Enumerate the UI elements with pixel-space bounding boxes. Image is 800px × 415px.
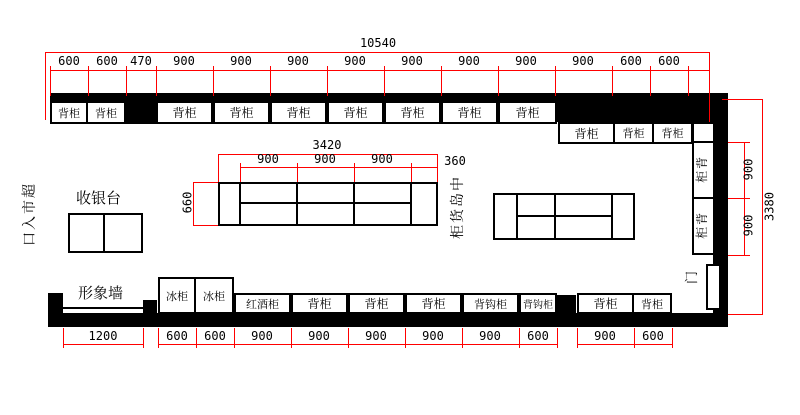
cabinet-cell: 背柜 [558, 122, 615, 144]
cabinet-cell-vertical [692, 141, 715, 199]
dimension-line [577, 344, 672, 345]
dim-bottom-6: 900 [479, 329, 501, 343]
empty-cell [692, 122, 715, 143]
dim-top-10: 900 [572, 54, 594, 68]
dimension-line [158, 344, 557, 345]
cabinet-cell: 背柜 [50, 101, 88, 124]
dim-island-depth: 660 [180, 191, 195, 214]
dimension-tick [270, 66, 271, 96]
dimension-tick [384, 66, 385, 96]
cabinet-cell: 背柜 [384, 101, 441, 124]
dimension-tick [555, 66, 556, 96]
dimension-line [240, 167, 437, 168]
island-left-divider [410, 182, 412, 226]
entrance-label: 超 市 入 口 [21, 184, 38, 247]
image-wall-line [63, 307, 143, 309]
dim-island-2: 900 [371, 152, 393, 166]
dim-top-7: 900 [401, 54, 423, 68]
dim-top-6: 900 [344, 54, 366, 68]
cabinet-cell: 背柜 [405, 293, 462, 314]
wall-bottom-mid-stub [143, 300, 157, 314]
cabinet-cell: 背柜 [577, 293, 634, 314]
cabinet-label: 背 柜 [695, 213, 710, 239]
dimension-tick [193, 225, 218, 226]
dimension-tick [462, 328, 463, 348]
cashier-divider [103, 213, 105, 253]
dim-island-1: 900 [314, 152, 336, 166]
cabinet-cell: 背柜 [270, 101, 327, 124]
wall-bottom-band [48, 313, 728, 327]
cabinet-cell: 背柜 [156, 101, 213, 124]
dimension-tick [498, 66, 499, 96]
island-right-middle-line [517, 215, 612, 217]
cabinet-cell: 背钩柜 [462, 293, 519, 314]
dim-right-total: 3380 [762, 192, 777, 221]
dim-bottom-2: 900 [251, 329, 273, 343]
dimension-tick [650, 66, 651, 96]
cabinet-cell: 背柜 [86, 101, 126, 124]
dimension-tick [728, 142, 750, 143]
dim-top-12: 600 [658, 54, 680, 68]
cabinet-cell: 背柜 [213, 101, 270, 124]
dim-top-3: 900 [173, 54, 195, 68]
dimension-tick [297, 163, 298, 182]
dim-bottom-right-1: 600 [642, 329, 664, 343]
dim-top-2: 470 [130, 54, 152, 68]
dimension-tick [143, 328, 144, 348]
dimension-tick [688, 66, 689, 96]
wall-bottom-left-stub [48, 293, 63, 314]
cabinet-cell: 红酒柜 [234, 293, 291, 314]
cabinet-cell: 冰柜 [158, 277, 196, 314]
island-left-divider [353, 182, 355, 226]
dim-right-1: 900 [741, 214, 756, 237]
cabinet-cell: 背柜 [327, 101, 384, 124]
dimension-tick [728, 198, 750, 199]
dim-bottom-1: 600 [204, 329, 226, 343]
door-leaf [706, 264, 721, 310]
dimension-tick [63, 328, 64, 348]
cabinet-cell: 冰柜 [194, 277, 234, 314]
door-label: 门 [685, 270, 701, 284]
dimension-tick [291, 328, 292, 348]
dimension-tick [126, 66, 127, 96]
dim-overall-top: 10540 [359, 36, 397, 50]
dim-island-0: 900 [257, 152, 279, 166]
dimension-extension [437, 154, 438, 182]
cabinet-cell-vertical [692, 197, 715, 255]
dimension-tick [411, 163, 412, 182]
dim-bottom-7: 600 [527, 329, 549, 343]
island-left-divider [239, 182, 241, 226]
dim-island-end: 360 [444, 154, 466, 168]
dimension-tick [612, 66, 613, 96]
dim-bottom-4: 900 [365, 329, 387, 343]
dimension-extension [45, 52, 46, 120]
cabinet-cell: 背柜 [632, 293, 672, 314]
dimension-tick [348, 328, 349, 348]
cabinet-label: 背 柜 [695, 157, 710, 183]
dim-top-5: 900 [287, 54, 309, 68]
dimension-tick [240, 163, 241, 182]
dim-island-total: 3420 [312, 138, 342, 152]
dimension-tick [728, 255, 750, 256]
dimension-tick [193, 182, 218, 183]
island-left-divider [296, 182, 298, 226]
dim-top-11: 600 [620, 54, 642, 68]
dimension-tick [327, 66, 328, 96]
wall-top-gap-470 [126, 93, 157, 124]
dim-top-0: 600 [58, 54, 80, 68]
cabinet-cell: 背柜 [652, 122, 693, 144]
cabinet-cell: 背柜 [348, 293, 405, 314]
dim-bottom-right-0: 900 [594, 329, 616, 343]
cashier-label: 收银台 [76, 189, 122, 207]
cashier-counter [68, 213, 143, 253]
dimension-line [63, 344, 143, 345]
dimension-line [688, 70, 709, 71]
cabinet-cell: 背柜 [291, 293, 348, 314]
dim-bottom-left: 1200 [88, 329, 118, 343]
cabinet-cell: 背钩柜 [519, 293, 557, 314]
island-left-middle-line [240, 202, 411, 204]
cabinet-cell: 背柜 [498, 101, 557, 124]
dim-bottom-5: 900 [422, 329, 444, 343]
dimension-tick [88, 66, 89, 96]
dim-top-9: 900 [515, 54, 537, 68]
dimension-tick [405, 328, 406, 348]
dimension-line [45, 52, 710, 53]
dimension-tick [441, 66, 442, 96]
cabinet-cell: 背柜 [613, 122, 654, 144]
island-left [218, 182, 438, 226]
cabinet-cell: 背柜 [441, 101, 498, 124]
dim-top-4: 900 [230, 54, 252, 68]
dim-bottom-3: 900 [308, 329, 330, 343]
dimension-line [50, 70, 688, 71]
dimension-tick [156, 66, 157, 96]
dim-bottom-0: 600 [166, 329, 188, 343]
wall-top-right-band [557, 93, 728, 122]
image-wall-label: 形象墙 [78, 284, 124, 302]
wall-bottom-right-stub [557, 295, 576, 314]
dim-right-0: 900 [741, 158, 756, 181]
dimension-tick [50, 66, 51, 96]
dim-top-8: 900 [458, 54, 480, 68]
dimension-tick [213, 66, 214, 96]
dimension-tick [577, 328, 578, 348]
dimension-tick [722, 99, 763, 100]
island-label: 中 岛 货 柜 [449, 177, 466, 240]
dimension-tick [728, 314, 763, 315]
dimension-tick [354, 163, 355, 182]
dim-top-1: 600 [96, 54, 118, 68]
